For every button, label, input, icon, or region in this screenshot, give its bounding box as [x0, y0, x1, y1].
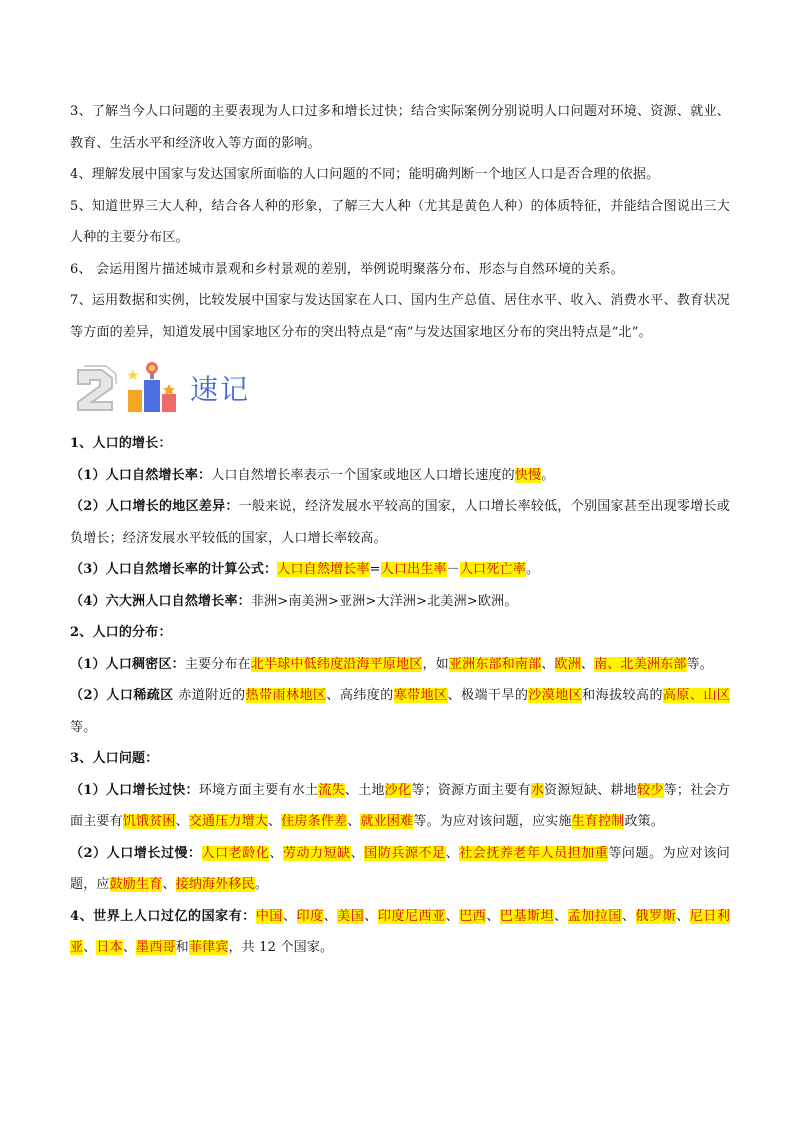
item-text: 、土地	[344, 782, 385, 798]
item-text: －	[446, 562, 460, 577]
item-text: 一般来说，经济发展水平较高的国家，人口增长率较低，个别国家甚至出现零增长或负增长；经济发展水平较低的国家，人口增长率较高。	[70, 499, 730, 546]
country: 印度尼西亚	[377, 908, 446, 924]
separator: 、	[554, 908, 568, 924]
item-text: 赤道附近的	[173, 688, 246, 703]
country: 日本	[96, 940, 123, 955]
separator: 、	[486, 908, 500, 924]
number-2-icon	[72, 362, 120, 414]
s1-item-3	[70, 554, 730, 586]
section-1-heading: 1、人口的增长：	[70, 436, 172, 451]
highlight: 人口自然增长率	[277, 562, 370, 577]
item-text: 非洲>南美洲>亚洲>大洋洲>北美洲>欧洲。	[250, 593, 518, 609]
highlight: 劳动力短缺	[282, 845, 351, 861]
item-label: （3）人口自然增长率的计算公式：	[70, 562, 278, 577]
item-text: ，如	[422, 656, 449, 672]
objective-7: 7、运用数据和实例，比较发展中国家与发达国家在人口、国内生产总值、居住水平、收入、消费水平、教育状况等方面的差异，知道发展中国家地区分布的突出特点是“南”与发达国家地区分布的突出特点是“北”。	[70, 293, 730, 340]
country: 尼日利亚	[70, 908, 731, 955]
highlight: 国防兵源不足	[364, 845, 446, 861]
s4-paragraph	[70, 901, 730, 964]
highlight: 社会抚养老年人员担加重	[459, 845, 609, 861]
s2-item-2	[70, 680, 730, 743]
section-3-heading: 3、人口问题：	[70, 751, 159, 766]
separator: 、	[621, 908, 636, 924]
item-text: 环境方面主要有水土	[198, 782, 319, 798]
country: 巴西	[459, 908, 487, 924]
highlight: 欧洲	[554, 656, 581, 672]
section-title: 速记	[190, 373, 251, 406]
s1-item-1	[70, 460, 730, 492]
s3-item-2	[70, 838, 730, 901]
separator: 、	[323, 908, 338, 924]
highlight: 寒带地区	[393, 688, 448, 703]
s2-item-1	[70, 649, 730, 681]
s3-item-1	[70, 775, 730, 838]
highlight: 南、北美洲东部	[594, 656, 687, 672]
highlight: 水	[530, 782, 545, 798]
highlight: 沙漠地区	[528, 688, 583, 703]
objective-5: 5、知道世界三大人种，结合各人种的形象，了解三大人种（尤其是黄色人种）的体质特征，并能结合图说出三大人种的主要分布区。	[70, 198, 730, 245]
highlight: 高原、山区	[662, 688, 730, 703]
item-text: 、	[268, 814, 282, 829]
highlight: 流失	[318, 782, 345, 798]
separator: 、	[83, 940, 97, 955]
item-text: 人口自然增长率表示一个国家或地区人口增长速度的	[211, 467, 515, 483]
item-text: 、	[347, 814, 361, 829]
item-text: 、	[269, 845, 283, 861]
highlight: 接纳海外移民	[175, 877, 255, 892]
separator: 和	[175, 940, 189, 955]
item-text: 、极端干旱的	[447, 688, 529, 703]
separator: 、	[676, 908, 690, 924]
country: 中国	[255, 908, 283, 924]
highlight: 人口老龄化	[201, 845, 270, 861]
highlight: 人口死亡率	[459, 562, 526, 577]
item-label: 4、世界上人口过亿的国家有：	[70, 908, 256, 924]
item-text: 、	[580, 656, 595, 672]
s1-item-2	[70, 491, 730, 554]
item-label: （2）人口增长过慢：	[70, 845, 202, 861]
separator: 、	[445, 908, 460, 924]
country: 菲律宾	[188, 940, 229, 955]
item-text: 。	[541, 467, 555, 483]
item-text: 。	[254, 877, 269, 892]
item-text: 、	[162, 877, 176, 892]
section-2-heading: 2、人口的分布：	[70, 625, 172, 640]
item-text: 等问题。为应对该问题，应	[70, 845, 730, 892]
item-text: 等。为应对该问题，应实施	[413, 814, 572, 829]
item-text: =	[369, 562, 381, 577]
objective-4: 4、理解发展中国家与发达国家所面临的人口问题的不同；能明确判断一个地区人口是否合理的依据。	[70, 167, 660, 182]
country: 俄罗斯	[635, 908, 677, 924]
highlight: 人口出生率	[380, 562, 447, 577]
item-text: 等。	[70, 719, 97, 735]
item-label: （4）六大洲人口自然增长率：	[70, 593, 251, 609]
section-banner	[70, 350, 730, 428]
separator: 、	[364, 908, 378, 924]
item-text: 政策。	[624, 814, 665, 829]
separator: 、	[122, 940, 137, 955]
item-text: 和海拔较高的	[582, 688, 663, 703]
document-page	[70, 96, 730, 964]
item-text: 、	[175, 814, 189, 829]
item-text: 等。	[686, 656, 713, 672]
item-text: 、	[445, 845, 460, 861]
highlight: 鼓励生育	[109, 877, 163, 892]
item-text: 、	[541, 656, 555, 672]
objective-6: 6、 会运用图片描述城市景观和乡村景观的差别，举例说明聚落分布、形态与自然环境的关系。	[70, 261, 625, 277]
highlight: 交通压力增大	[188, 814, 269, 829]
country: 美国	[337, 908, 365, 924]
item-text: 等；资源方面主要有	[411, 782, 531, 798]
country: 墨西哥	[136, 940, 176, 955]
highlight: 较少	[637, 782, 664, 798]
item-text: 主要分布在	[184, 656, 251, 672]
podium-trophy-icon	[124, 358, 180, 416]
country: 巴基斯坦	[499, 908, 555, 924]
highlight: 北半球中低纬度沿海平原地区	[250, 656, 423, 672]
item-text: ，共 12 个国家。	[228, 940, 334, 955]
highlight: 饥饿贫困	[122, 814, 176, 829]
separator: 、	[282, 908, 297, 924]
item-text: 等；社会方面主要有	[70, 782, 730, 829]
country: 孟加拉国	[567, 908, 622, 924]
item-label: （2）人口稀疏区	[70, 688, 174, 703]
highlight: 热带雨林地区	[245, 688, 327, 703]
highlight: 沙化	[384, 782, 412, 798]
item-label: （2）人口增长的地区差异：	[70, 499, 239, 514]
highlight: 快慢	[514, 467, 542, 483]
item-text: 、高纬度的	[326, 688, 394, 703]
highlight: 就业困难	[360, 814, 414, 829]
highlight: 住房条件差	[281, 814, 348, 829]
highlight: 亚洲东部和南部	[448, 656, 542, 672]
item-label: （1）人口增长过快：	[70, 782, 199, 798]
s1-item-4	[70, 586, 730, 618]
objective-3: 3、了解当今人口问题的主要表现为人口过多和增长过快；结合实际案例分别说明人口问题对环境、资源、就业、教育、生活水平和经济收入等方面的影响。	[70, 104, 730, 151]
item-label: （1）人口稠密区：	[70, 656, 185, 672]
highlight: 生育控制	[571, 814, 625, 829]
item-text: 、	[350, 845, 365, 861]
item-label: （1）人口自然增长率：	[70, 467, 212, 483]
item-text: 。	[525, 562, 540, 577]
item-text: 资源短缺、耕地	[544, 782, 638, 798]
country: 印度	[296, 908, 324, 924]
